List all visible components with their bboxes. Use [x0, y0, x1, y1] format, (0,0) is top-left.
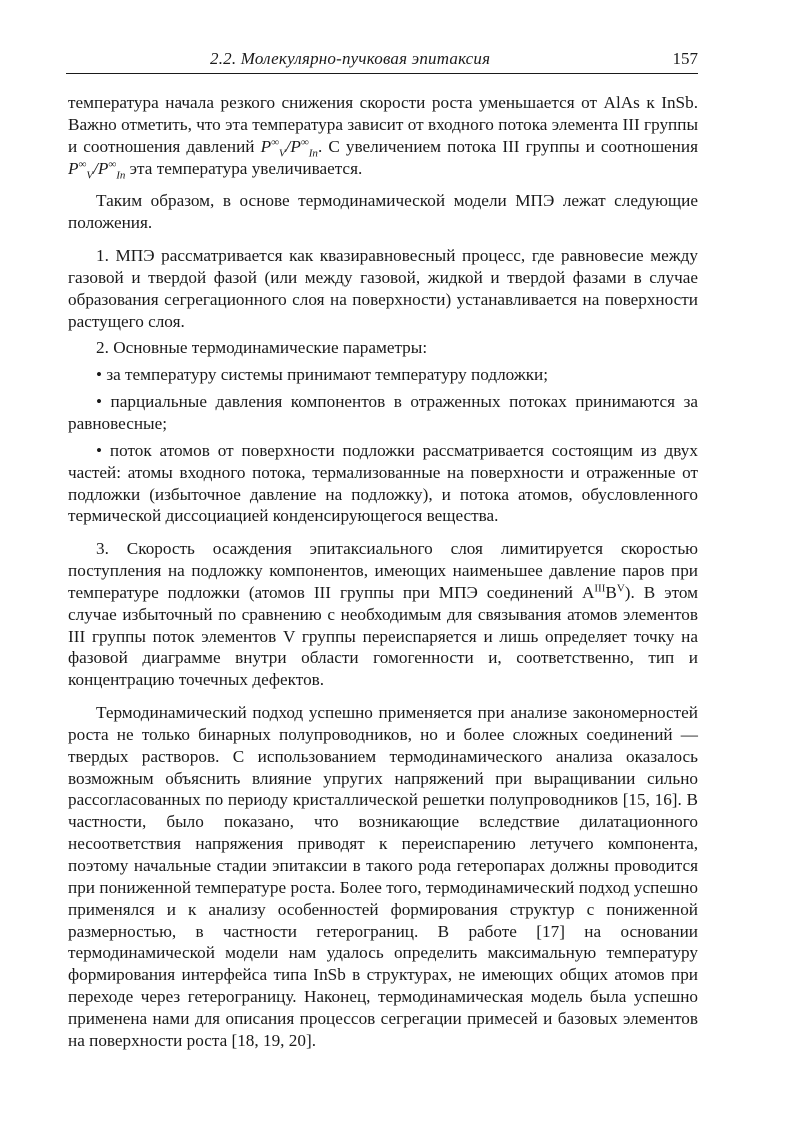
paragraph-model-intro: Таким образом, в основе термодинамической модели МПЭ лежат следующие положения. [68, 191, 698, 233]
running-title: 2.2. Молекулярно-пучковая эпитаксия [210, 49, 491, 68]
list-item-3: 3. Скорость осаждения эпитаксиального слоя лимитируется скоростью поступления на подложку компонентов, имеющих наименьшее давление паров при температуре подложки (атомов III группы при МПЭ соединений $A^{III}B^V$). В этом случае избыточный по сравнению с необходимым для связывания атомов элементов III группы поток элементов V группы переиспаряется и лишь определяет точку на фазовой диаграмме внутри области гомогенности и, соответственно, тип и концентрацию точечных дефектов. [68, 539, 698, 690]
compound-formula: $A^{III}B^V$ [581, 582, 625, 602]
pressure-ratio-formula: $P^\infty_V/P^\infty_{In}$ [68, 157, 126, 181]
bullet-item-temperature: • за температуру системы принимают температуру подложки; [96, 365, 549, 385]
page-body [68, 92, 698, 1052]
page-number: 157 [672, 49, 698, 68]
paragraph-growth-temperature: температура начала резкого снижения скорости роста уменьшается от AlAs к InSb. Важно отметить, что эта температура зависит от входного потока элемента III группы и соотношения давлений $P^\infty_V/P^\infty_{In}$. С увеличением потока III группы и соотношения $P^\infty_V/P^\infty_{In}$ эта температура увеличивается. [68, 93, 698, 181]
bullet-item-atom-flux: • поток атомов от поверхности подложки рассматривается состоящим из двух частей: атомы входного потока, термализованные на поверхности и отраженные от подложки (избыточное давление на подложку), и потока атомов, обусловленного термической диссоциацией конденсирующегося вещества. [68, 440, 698, 526]
bullet-item-pressures: • парциальные давления компонентов в отраженных потоках принимаются за равновесные; [68, 392, 698, 433]
paragraph-thermodynamic-approach: Термодинамический подход успешно применяется при анализе закономерностей роста не только бинарных полупроводников, но и более сложных соединений — твердых растворов. С использованием термодинамического анализа оказалось возможным объяснить влияние упругих напряжений при выращивании сильно рассогласованных по периоду кристаллической решетки полупроводников [15, 16]. В частности, было показано, что возникающие вследствие дилатационного несоответствия напряжения приводят к переиспарению летучего компонента, поэтому начальные стадии эпитаксии в такого рода гетеропарах должны проводится при пониженной температуре роста. Более того, термодинамический подход успешно применялся и к анализу особенностей формирования структур с пониженной размерностью, в частности гетерограниц. В работе [17] на основании термодинамической модели нам удалось определить максимальную температуру формирования интерфейса типа InSb в структурах, не имеющих общих атомов при переходе через гетерограницу. Наконец, термодинамическая модель была успешно применена нами для описания процессов сегрегации примесей и базовых элементов на поверхности роста [18, 19, 20]. [68, 703, 698, 1050]
list-item-1: 1. МПЭ рассматривается как квазиравновесный процесс, где равновесие между газовой и твердой фазой (или между газовой, жидкой и твердой фазами в случае образования сегрегационного слоя на поверхности) устанавливается на поверхности растущего слоя. [68, 246, 698, 331]
page-header [66, 49, 698, 74]
pressure-ratio-formula: $P^\infty_V/P^\infty_{In}$ [260, 135, 318, 160]
list-item-2: 2. Основные термодинамические параметры: [96, 338, 428, 358]
